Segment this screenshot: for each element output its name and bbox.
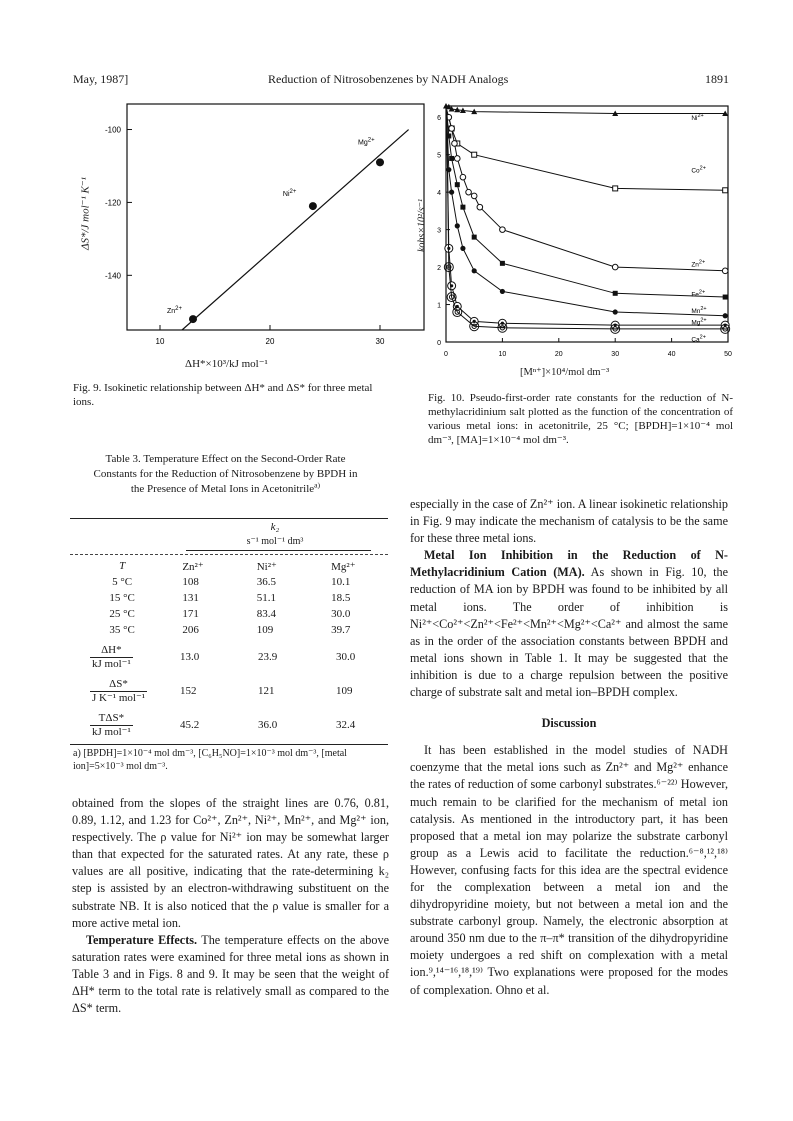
inhibition-text: As shown in Fig. 10, the reduction of MA ion by BPDH was found to be inhibited by all metal ions. The order of inhibition is Ni²⁺<Co²⁺<Zn²⁺<Fe²⁺<Mn²⁺<Mg²⁺<Ca²⁺ and almost the same as in the order of the association constants between BPDH and metal ions shown in Table 1. It may be suggested that the inhibition is due to a charge repulsion between the positive charge of substrate salt and metal ion–BPDH complex. [410, 565, 729, 700]
fig9-point-Zn2plus [189, 315, 197, 323]
fig10-point [613, 309, 618, 314]
fig9-point-label: Ni2+ [282, 189, 297, 199]
dS-ni: 121 [258, 685, 275, 697]
fig9-xtick-label: 30 [375, 337, 385, 346]
fig10-point [613, 186, 618, 191]
table-cell: 5 °C [112, 576, 133, 588]
fig9-xtick-label: 10 [155, 337, 165, 346]
table-cell: 39.7 [331, 624, 351, 636]
table-row [70, 576, 388, 592]
fig10-point [449, 156, 454, 161]
fig10-xtick-label: 20 [554, 351, 563, 358]
table3-title-wrap [88, 452, 363, 497]
table-cell: 51.1 [256, 592, 276, 604]
dS-fraction [90, 678, 147, 705]
fig10-xtick-label: 0 [444, 351, 448, 358]
fig10-point [613, 291, 618, 296]
table-row [70, 624, 388, 640]
table3-body [70, 576, 388, 640]
dH-den: kJ mol⁻¹ [92, 657, 131, 670]
table-cell: 10.1 [331, 576, 351, 588]
fig10-xtick-label: 50 [724, 351, 732, 358]
page-number: 1891 [705, 72, 729, 86]
table3-TdS-row [70, 708, 388, 742]
fig9-ytick-label: -100 [104, 125, 121, 135]
table-cell: 83.4 [256, 608, 276, 620]
right-paragraph-1: especially in the case of Zn²⁺ ion. A linear isokinetic relationship in Fig. 9 may indicate the mechanism of catalysis to be the same for these three metal ions. [410, 497, 728, 546]
fig10-point [723, 295, 728, 300]
table-cell: 108 [182, 576, 199, 588]
inhibition-heading: Metal Ion Inhibition in the Reduction of N-Methylacridinium Cation (MA). [410, 548, 728, 580]
fig10-point [460, 174, 466, 180]
TdS-mg: 32.4 [336, 719, 356, 731]
table3 [70, 560, 388, 640]
fig10-series-label: $Fe^{2+}$ [691, 289, 706, 299]
fig10-point [723, 313, 728, 318]
table3-col-T: T [119, 560, 126, 572]
fig10-ytick-label: 5 [437, 152, 441, 160]
dS-num: ΔS* [90, 678, 147, 692]
fig10-curve [447, 110, 726, 271]
table3-dS-row [70, 674, 388, 708]
fig9-ytick-label: -140 [104, 271, 121, 281]
fig10-curve [446, 106, 725, 114]
fig9-point-label: Zn2+ [167, 306, 183, 316]
TdS-den: kJ mol⁻¹ [92, 725, 131, 738]
TdS-zn: 45.2 [180, 719, 200, 731]
table3-top-rule [70, 518, 388, 519]
fig10-point [722, 268, 728, 274]
table-cell: 206 [182, 624, 199, 636]
table3-footnote: a) [BPDH]=1×10⁻⁴ mol dm⁻³, [C₆H₅NO]=1×10⁻³ mol dm⁻³, [metal ion]=5×10⁻³ mol dm⁻³. [73, 748, 347, 772]
table3-k2-label: k₂ [270, 521, 280, 533]
fig10-point [471, 193, 477, 199]
dS-den: J K⁻¹ mol⁻¹ [92, 691, 146, 704]
fig10-xlabel: [Mⁿ⁺]×10⁴/mol dm⁻³ [520, 367, 610, 378]
fig10-ytick-label: 3 [437, 227, 441, 235]
table3-bottom-rule [70, 744, 388, 745]
table3-col-zn: Zn²⁺ [182, 561, 204, 573]
running-header-title: Reduction of Nitrosobenzenes by NADH Analogs [268, 72, 509, 86]
fig9-point-Mg2plus [376, 158, 384, 166]
fig9-ylabel: ΔS*/J mol⁻¹ K⁻¹ [79, 177, 92, 250]
fig10-point [612, 264, 618, 270]
table-cell: 25 °C [109, 608, 135, 620]
left-column-text [72, 795, 389, 1017]
TdS-ni: 36.0 [258, 719, 278, 731]
fig10-point [455, 223, 460, 228]
fig10-curve [447, 110, 726, 316]
left-paragraph-1: obtained from the slopes of the straight lines are 0.76, 0.81, 0.89, 1.12, and 1.23 for Co²⁺, Zn²⁺, Ni²⁺, Mn²⁺, and Mg²⁺ ion, respectively. The ρ value for Ni²⁺ ion may be somewhat larger than that expected for the saturated rates. At any rate, these ρ values are all positive, indicating that the rate-determining k₂ step is assisted by an electron-withdrawing substituent on the substrate NB. It is also noticed that the ρ value is smaller for a more active metal ion. [72, 796, 389, 930]
fig10-point [466, 189, 472, 195]
fig10-ytick-label: 6 [437, 115, 441, 123]
table3-title-note: a) [314, 480, 321, 490]
fig9-fit-line [182, 130, 409, 330]
temperature-effects-paragraph [72, 932, 389, 1017]
fig10-ylabel-box [410, 170, 434, 290]
fig10-series-label: $Ni^{2+}$ [691, 113, 704, 123]
fig9-xlabel: ΔH*×10³/kJ mol⁻¹ [185, 358, 268, 370]
fig10-ytick-label: 2 [437, 265, 441, 273]
figure-10-plot [410, 100, 740, 375]
fig10-point [460, 246, 465, 251]
fig10-point [449, 126, 455, 132]
table3-col-ni: Ni²⁺ [256, 561, 277, 573]
dH-mg: 30.0 [336, 651, 356, 663]
inhibition-paragraph [410, 547, 728, 701]
dS-mg: 109 [336, 685, 353, 697]
table3-dS-head [70, 678, 180, 705]
discussion-heading: Discussion [541, 716, 597, 731]
fig10-point [500, 261, 505, 266]
fig10-ytick-label: 1 [437, 302, 441, 310]
fig10-series-label: $Mn^{2+}$ [691, 306, 707, 316]
table-cell: 35 °C [109, 624, 135, 636]
fig10-point [723, 188, 728, 193]
fig10-point [452, 141, 458, 147]
table3-derived [70, 640, 388, 742]
fig10-series-label: $Mg^{2+}$ [691, 317, 707, 327]
fig10-point [477, 204, 483, 210]
table3-dH-row [70, 640, 388, 674]
fig9-point-label: Mg2+ [358, 137, 375, 147]
discussion-paragraph: It has been established in the model studies of NADH coenzyme that the metal ions such as Zn²⁺ and Mg²⁺ enhance the rates of reduction of some carbonyl substrates.⁶⁻²²⁾ However, much remain to be clarified for the mechanism of metal ion catalysis. As mentioned in the introductory part, it has been proposed that a metal ion may polarize the substrate carbonyl group as a Lewis acid to facilitate the reduction.⁶⁻⁸,¹²,¹⁸⁾ However, confusing facts for this idea are the spectral evidence for the complexation between a metal ion and the dihydropyridine moiety, but not between a metal ion and the substrate carbonyl group. Namely, the electronic absorption at around 350 nm due to the π–π* transition of the dihydropyridine moiety undergoes a red shift on complexation with a metal ion.⁹,¹⁴⁻¹⁶,¹⁸,¹⁹⁾ Two explanations were proposed for the modes of complexation. Ohno et al. [410, 743, 728, 997]
fig10-curve [447, 110, 726, 191]
fig10-point [500, 227, 506, 233]
TdS-fraction [90, 712, 133, 739]
fig9-ylabel-box [73, 145, 97, 285]
table-cell: 171 [182, 608, 199, 620]
fig10-ytick-label: 4 [437, 190, 441, 198]
fig10-point [460, 205, 465, 210]
fig9-xtick-label: 20 [265, 337, 275, 346]
table3-TdS-head [70, 712, 180, 739]
fig10-point [472, 268, 477, 273]
temperature-effects-text: The temperature effects on the above saturation rates were examined for three metal ions as shown in Table 3 and in Figs. 8 and 9. It may be seen that the weight of ΔH* term to the total rate is relatively small as compared to the ΔS* term. [72, 932, 389, 1016]
fig10-ylabel: kobs×10²/s⁻¹ [416, 198, 428, 253]
fig10-series-label: $Ca^{2+}$ [691, 334, 706, 344]
dH-fraction [90, 644, 133, 671]
table3-title: Table 3. Temperature Effect on the Second-Order Rate Constants for the Reduction of Nitrosobenzene by BPDH in the Presence of Metal Ions in Acetonitrile [93, 453, 358, 495]
fig10-point [455, 182, 460, 187]
fig10-point [472, 152, 477, 157]
table-cell: 36.5 [256, 576, 276, 588]
table3-mid-rule [70, 554, 388, 555]
fig10-xtick-label: 10 [498, 351, 507, 358]
right-column-text [410, 496, 728, 999]
temperature-effects-heading: Temperature Effects. [86, 932, 198, 947]
table3-k2-unit: s⁻¹ mol⁻¹ dm³ [246, 536, 304, 547]
table3-col-mg: Mg²⁺ [331, 561, 356, 573]
table3-header-row [70, 560, 388, 576]
fig10-point [500, 289, 505, 294]
table3-k2-rule [186, 550, 371, 551]
table-cell: 131 [182, 592, 199, 604]
fig9-point-Ni2plus [309, 202, 317, 210]
dS-zn: 152 [180, 685, 197, 697]
fig9-frame [127, 104, 424, 330]
fig9-caption: Fig. 9. Isokinetic relationship between ΔH* and ΔS* for three metal ions. [73, 382, 373, 408]
table-row [70, 608, 388, 624]
table3-dH-head [70, 644, 180, 671]
fig10-point [449, 190, 454, 195]
dH-zn: 13.0 [180, 651, 200, 663]
dH-num: ΔH* [90, 644, 133, 658]
fig9-ytick-label: -120 [104, 198, 121, 208]
fig10-series-label: $Zn^{2+}$ [691, 259, 706, 269]
running-header-left: May, 1987] [73, 72, 129, 86]
fig10-point [472, 235, 477, 240]
fig10-xtick-label: 30 [611, 351, 620, 358]
fig10-ytick-label: 0 [437, 340, 441, 347]
figure-9-plot [70, 100, 385, 370]
fig10-xtick-label: 40 [667, 351, 676, 358]
table-cell: 18.5 [331, 592, 351, 604]
table-row [70, 592, 388, 608]
fig10-point [454, 156, 460, 162]
fig10-curve [447, 110, 726, 325]
table-cell: 30.0 [331, 608, 351, 620]
table-cell: 109 [256, 624, 274, 636]
fig10-series-label: $Co^{2+}$ [691, 165, 706, 175]
dH-ni: 23.9 [258, 651, 278, 663]
TdS-num: TΔS* [90, 712, 133, 726]
table-cell: 15 °C [109, 592, 135, 604]
fig10-caption: Fig. 10. Pseudo-first-order rate constants for the reduction of N-methylacridinium salt plotted as the function of the concentration of various metal ions: in acetonitrile, 25 °C; [BPDH]=1×10⁻⁴ mol dm⁻³, [MA]=1×10⁻⁴ mol dm⁻³. [428, 392, 733, 446]
